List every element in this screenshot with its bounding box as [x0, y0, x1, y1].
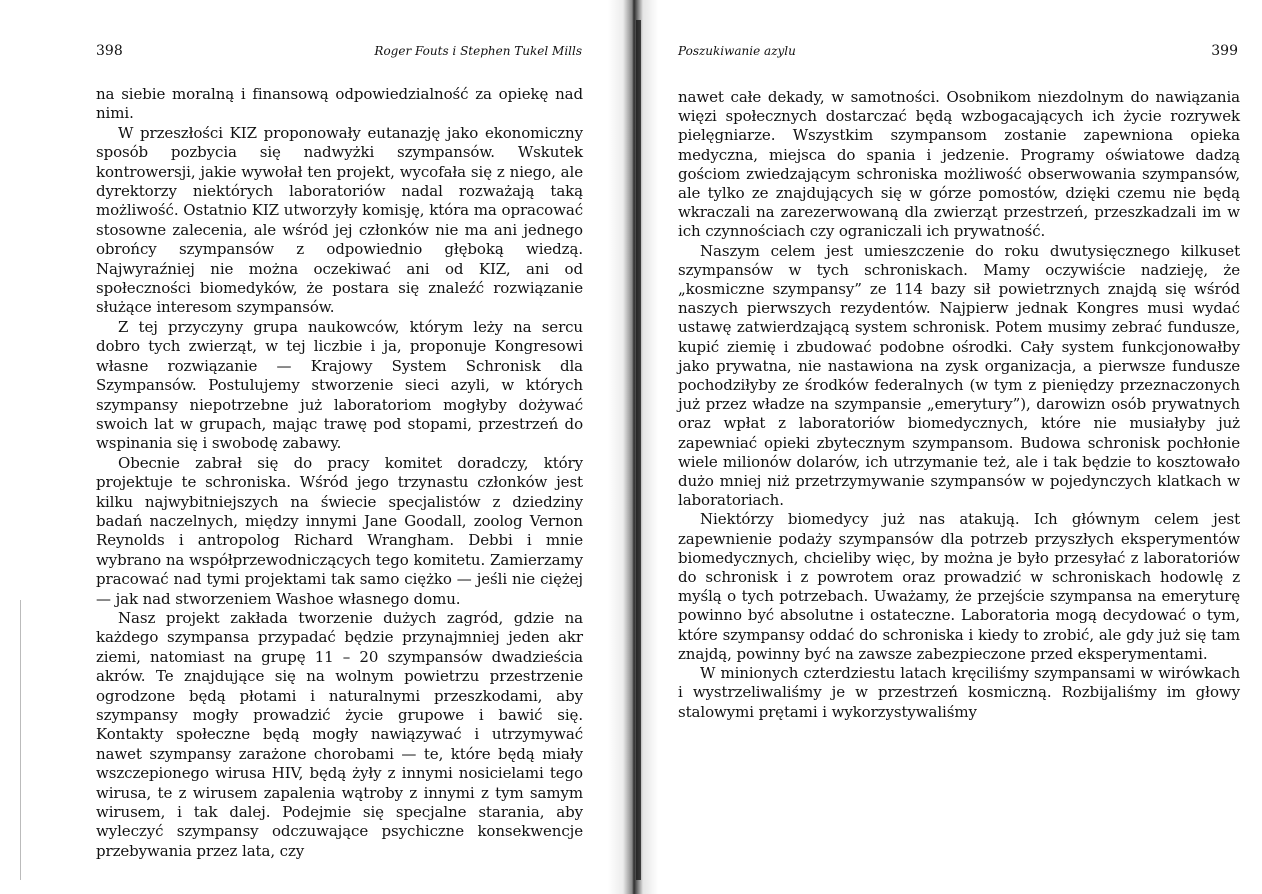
- paragraph: nawet całe dekady, w samotności. Osobnikom niezdolnym do nawiązania więzi społecznych dostarczać będą wzbogacających ich życie rozrywek pielęgniarze. Wszystkim szympansom zostanie zapewniona opieka medyczna, miejsca do spania i jedzenie. Programy oświatowe dadzą gościom zwiedzającym schroniska możliwość obserwowania szympansów, ale tylko ze znajdujących się w górze pomostów, dzięki czemu nie będą wkraczali na zarezerwowaną dla zwierząt przestrzeń, przeszkadzali im w ich czynnościach czy ograniczali ich prywatność.: [678, 88, 1240, 241]
- left-page-number: 398: [96, 43, 123, 59]
- right-page: [650, 0, 1262, 894]
- paragraph: Z tej przyczyny grupa naukowców, którym leży na sercu dobro tych zwierząt, w tej liczbie i ja, proponuje Kongresowi własne rozwiązanie — Krajowy System Schronisk dla Szympansów. Postulujemy stworzenie sieci azyli, w których szympansy niepotrzebne już laboratoriom mogłyby dożywać swoich lat w grupach, mając trawę pod stopami, przestrzeń do wspinania się i swobodę zabawy.: [96, 317, 583, 453]
- paragraph: Naszym celem jest umieszczenie do roku dwutysięcznego kilkuset szympansów w tych schroniskach. Mamy oczywiście nadzieję, że „kosmiczne szympansy” ze 114 bazy sił powietrznych znajdą się wśród naszych pierwszych rezydentów. Najpierw jednak Kongres musi wydać ustawę zatwierdzającą system schronisk. Potem musimy zebrać fundusze, kupić ziemię i zbudować podobne ośrodki. Cały system funkcjonowałby jako prywatna, nie nastawiona na zysk organizacja, a pierwsze fundusze pochodziłyby ze środków federalnych (w tym z pieniędzy przeznaczonych już przez władze na szympansie „emerytury”), darowizn osób prywatnych oraz wpłat z laboratoriów biomedycznych, które nie musiałyby już zapewniać opieki zbytecznym szympansom. Budowa schronisk pochłonie wiele milionów dolarów, ich utrzymanie też, ale i tak będzie to kosztowało dużo mniej niż przetrzymywanie szympansów w pojedynczych klatkach w laboratoriach.: [678, 241, 1240, 510]
- paragraph: Niektórzy biomedycy już nas atakują. Ich głównym celem jest zapewnienie podaży szympansów dla potrzeb przyszłych eksperymentów biomedycznych, chcieliby więc, by można je było przesyłać z laboratoriów do schronisk i z powrotem oraz prowadzić w schroniskach hodowlę z myślą o tych potrzebach. Uważamy, że przejście szympansa na emeryturę powinno być absolutne i ostateczne. Laboratoria mogą decydować o tym, które szympansy oddać do schroniska i kiedy to zrobić, ale gdy już się tam znajdą, powinny być na zawsze zabezpieczone przed eksperymentami.: [678, 510, 1240, 663]
- left-page: [0, 0, 610, 894]
- book-spine-shadow: [636, 20, 641, 880]
- left-page-body: [96, 85, 583, 861]
- paragraph: na siebie moralną i finansową odpowiedzialność za opiekę nad nimi.: [96, 85, 583, 123]
- right-running-head: Poszukiwanie azylu: [678, 44, 796, 58]
- paragraph: Nasz projekt zakłada tworzenie dużych zagród, gdzie na każdego szympansa przypadać będzie przynajmniej jeden akr ziemi, natomiast na grupę 11 – 20 szympansów dwadzieścia akrów. Te znajdujące się na wolnym powietrzu przestrzenie ogrodzone będą płotami i naturalnymi przeszkodami, aby szympansy mogły prowadzić życie grupowe i bawić się. Kontakty społeczne będą mogły nawiązywać i utrzymywać nawet szympansy zarażone chorobami — te, które będą miały wszczepionego wirusa HIV, będą żyły z innymi nosicielami tego wirusa, te z wirusem zapalenia wątroby z innymi z tym samym wirusem, i tak dalej. Podejmie się specjalne starania, aby wyleczyć szympansy odczuwające psychiczne konsekwencje przebywania przez lata, czy: [96, 608, 583, 860]
- left-running-head: Roger Fouts i Stephen Tukel Mills: [374, 44, 582, 58]
- paragraph: W przeszłości KIZ proponowały eutanazję jako ekonomiczny sposób pozbycia się nadwyżki szympansów. Wskutek kontrowersji, jakie wywołał ten projekt, wycofała się z niego, ale dyrektorzy niektórych laboratoriów nadal rozważają taką możliwość. Ostatnio KIZ utworzyły komisję, która ma opracować stosowne zalecenia, ale wśród jej członków nie ma ani jednego obrońcy szympansów z odpowiednio głęboką wiedzą. Najwyraźniej nie można oczekiwać ani od KIZ, ani od społeczności biomedyków, że postara się znaleźć rozwiązanie służące interesom szympansów.: [96, 123, 583, 317]
- paragraph: Obecnie zabrał się do pracy komitet doradczy, który projektuje te schroniska. Wśród jego trzynastu członków jest kilku najwybitniejszych na świecie specjalistów z dziedziny badań naczelnych, między innymi Jane Goodall, zoolog Vernon Reynolds i antropolog Richard Wrangham. Debbi i mnie wybrano na współprzewodniczących tego komitetu. Zamierzamy pracować nad tymi projektami tak samo ciężko — jeśli nie ciężej — jak nad stworzeniem Washoe własnego domu.: [96, 453, 583, 608]
- right-page-body: [678, 88, 1240, 722]
- right-page-number: 399: [1211, 43, 1238, 59]
- paragraph: W minionych czterdziestu latach kręciliśmy szympansami w wirówkach i wystrzeliwaliśmy je w przestrzeń kosmiczną. Rozbijaliśmy im głowy stalowymi prętami i wykorzystywaliśmy: [678, 664, 1240, 721]
